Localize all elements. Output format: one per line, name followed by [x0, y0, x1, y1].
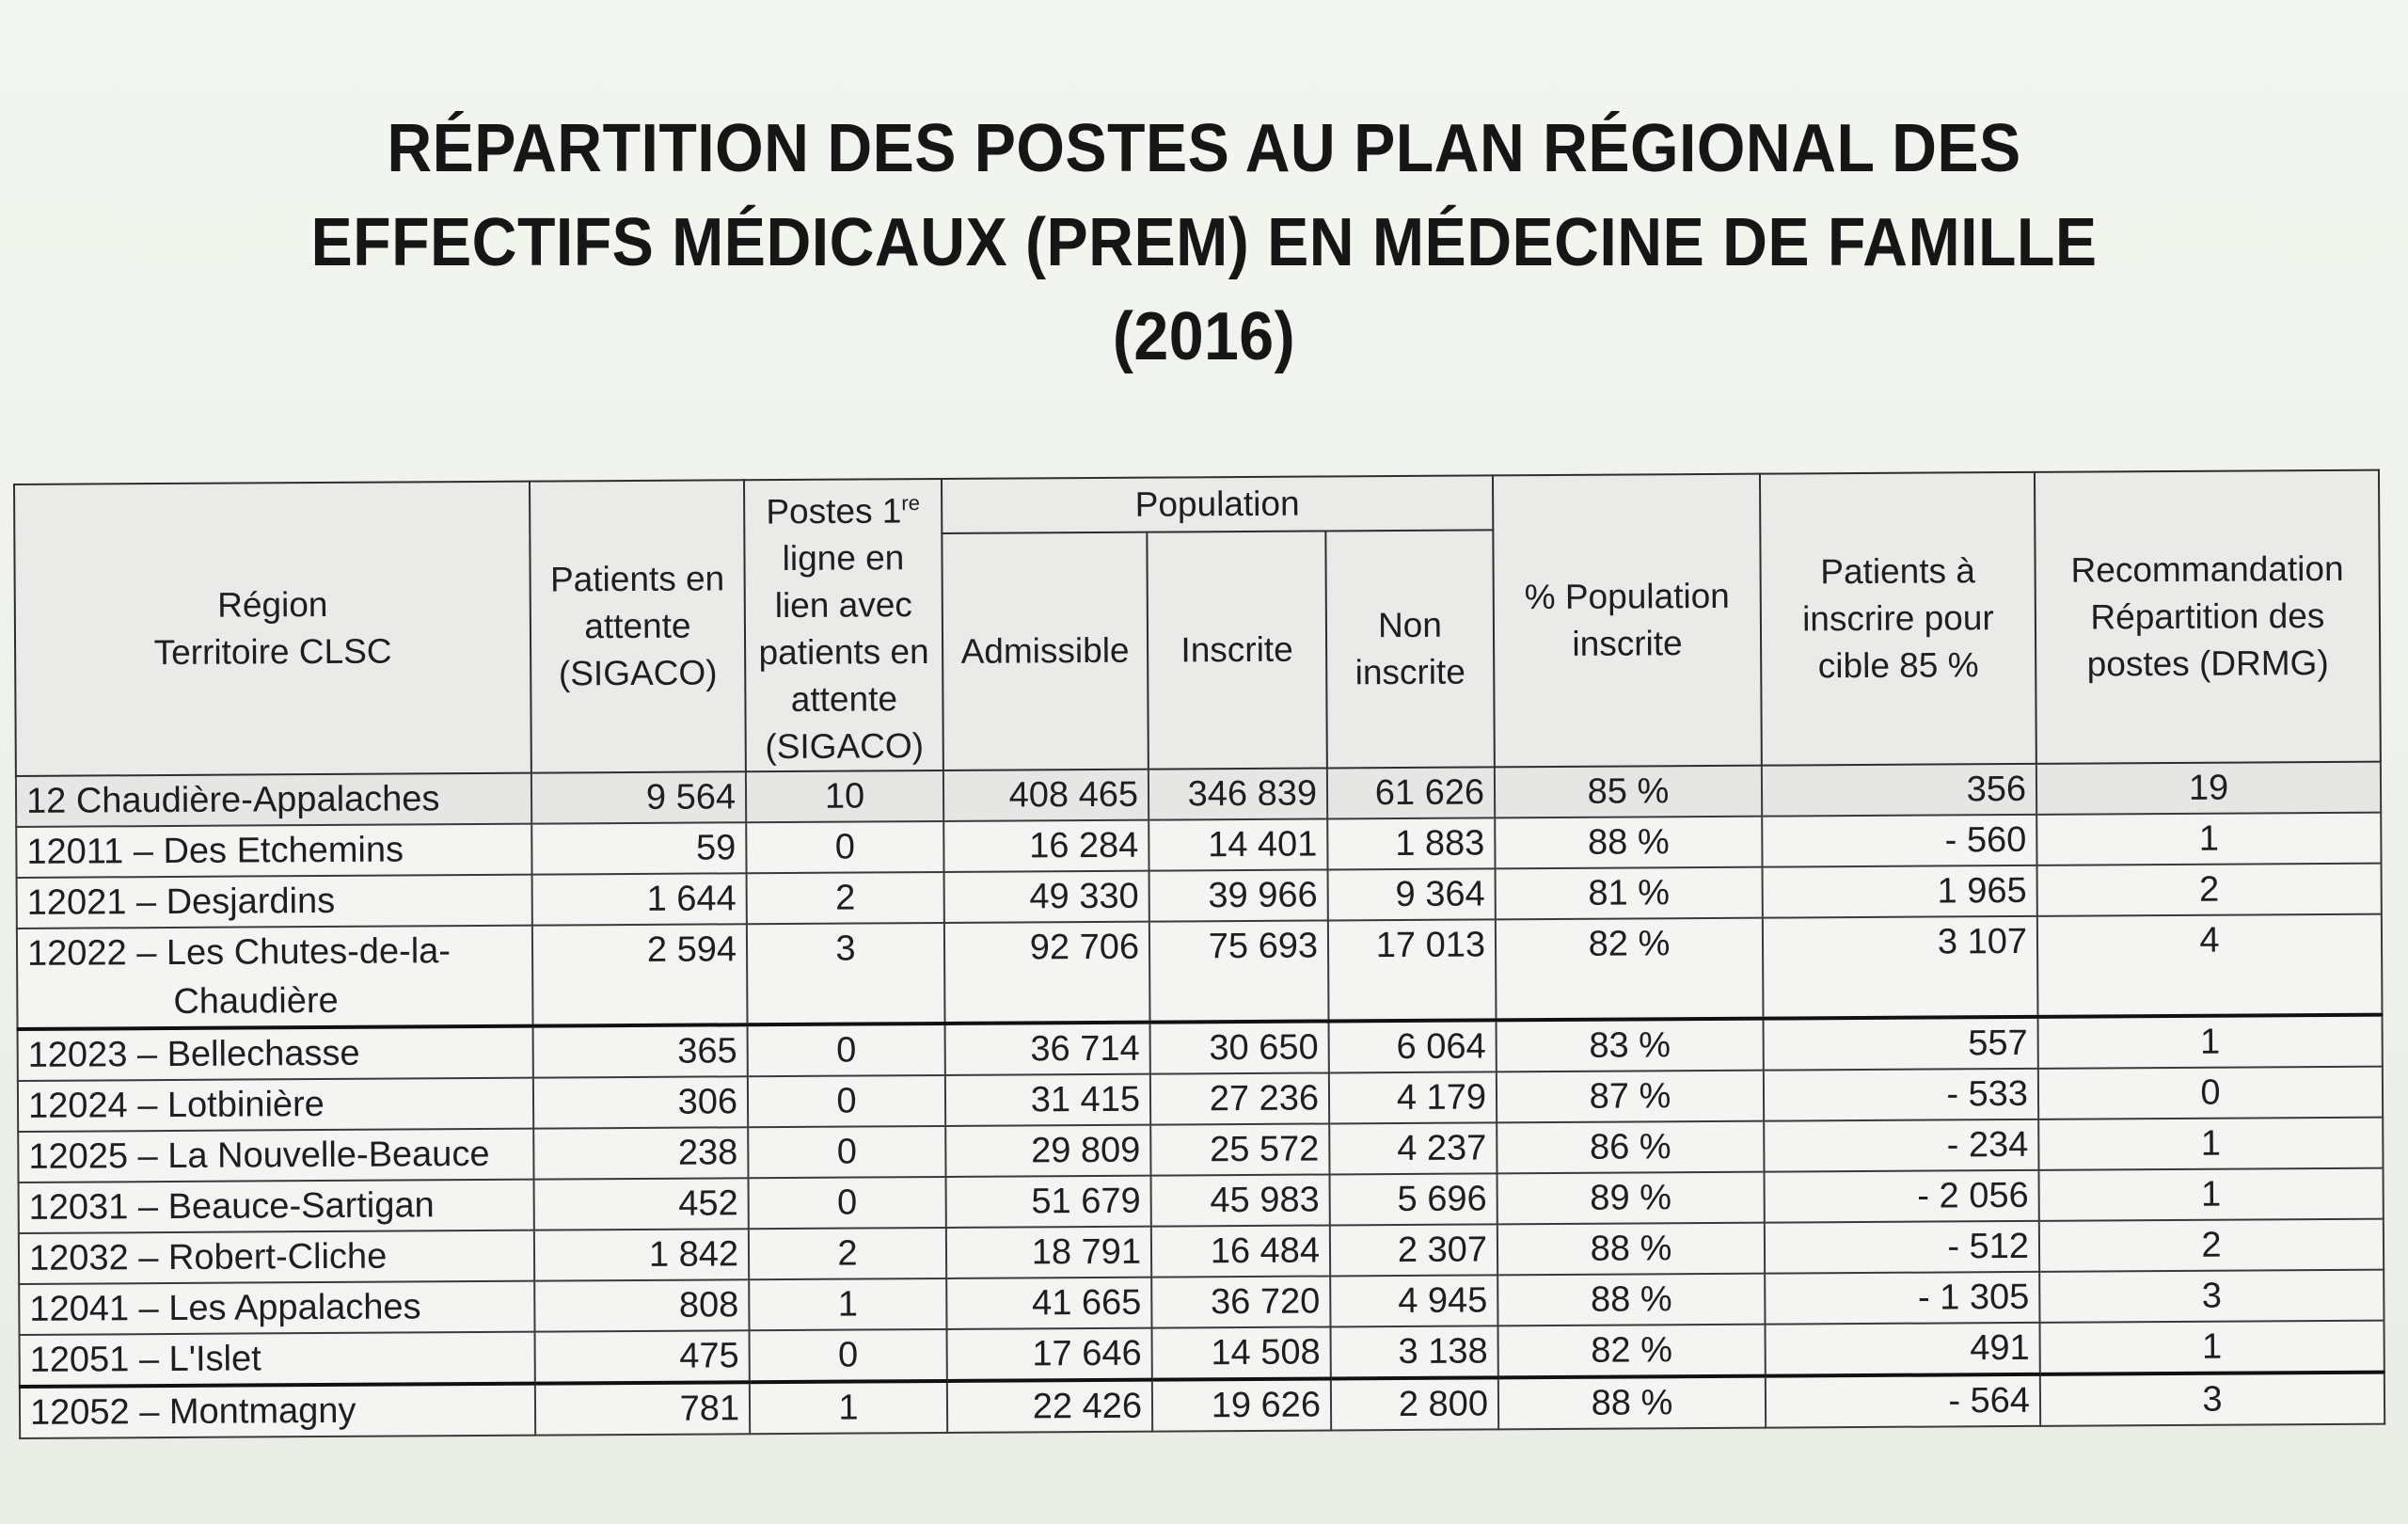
- cell-recommandation: 3: [2040, 1373, 2384, 1426]
- cell-recommandation: 1: [2038, 1118, 2383, 1170]
- cell-a-inscrire: 356: [1762, 764, 2036, 817]
- cell-pct: 89 %: [1497, 1172, 1765, 1225]
- cell-inscrite: 30 650: [1150, 1022, 1329, 1074]
- cell-region: 12011 – Des Etchemins: [16, 824, 531, 878]
- cell-attente: 238: [533, 1128, 748, 1180]
- cell-a-inscrire: 3 107: [1763, 916, 2038, 1019]
- cell-attente: 59: [531, 823, 746, 875]
- cell-attente: 452: [534, 1179, 749, 1230]
- cell-pct: 85 %: [1495, 766, 1762, 818]
- cell-admissible: 16 284: [943, 820, 1149, 872]
- cell-recommandation: 0: [2038, 1067, 2383, 1119]
- cell-region: 12023 – Bellechasse: [18, 1026, 533, 1081]
- cell-admissible: 22 426: [947, 1380, 1152, 1433]
- cell-region-line-2: Chaudière: [173, 981, 339, 1023]
- cell-recommandation: 1: [2038, 1015, 2383, 1069]
- cell-pct: 81 %: [1496, 867, 1763, 920]
- cell-pct: 86 %: [1497, 1121, 1764, 1174]
- cell-attente: 781: [535, 1383, 750, 1436]
- cell-admissible: 29 809: [945, 1125, 1150, 1177]
- cell-inscrite: 25 572: [1150, 1124, 1329, 1176]
- cell-admissible: 49 330: [944, 871, 1149, 923]
- cell-admissible: 51 679: [946, 1176, 1151, 1228]
- cell-non-inscrite: 3 138: [1331, 1326, 1498, 1379]
- cell-a-inscrire: - 560: [1762, 815, 2036, 867]
- cell-pct: 88 %: [1497, 1274, 1765, 1326]
- cell-inscrite: 75 693: [1149, 921, 1329, 1023]
- cell-a-inscrire: - 1 305: [1765, 1272, 2039, 1325]
- cell-pct: 88 %: [1495, 817, 1762, 869]
- cell-recommandation: 2: [2039, 1219, 2384, 1272]
- cell-a-inscrire: 557: [1764, 1017, 2038, 1071]
- cell-pct: 82 %: [1498, 1325, 1766, 1378]
- cell-a-inscrire: 1 965: [1763, 865, 2037, 918]
- cell-inscrite: 14 508: [1152, 1327, 1331, 1380]
- cell-region: 12031 – Beauce-Sartigan: [19, 1180, 534, 1233]
- cell-region: 12041 – Les Appalaches: [19, 1281, 534, 1335]
- cell-postes: 2: [749, 1228, 946, 1279]
- col-header-postes: Postes 1re ligne en lien avec patients en attente (SIGACO): [744, 479, 943, 772]
- col-header-region-l2: Territoire CLSC: [153, 631, 392, 673]
- cell-a-inscrire: - 512: [1765, 1221, 2039, 1274]
- cell-admissible: 31 415: [945, 1074, 1150, 1126]
- cell-admissible: 92 706: [944, 922, 1150, 1024]
- prem-table-container: [13, 484, 2378, 1439]
- cell-attente: 9 564: [531, 772, 746, 824]
- cell-a-inscrire: 491: [1765, 1323, 2039, 1376]
- cell-attente: 475: [535, 1331, 750, 1384]
- cell-inscrite: 16 484: [1151, 1226, 1330, 1278]
- cell-recommandation: 1: [2039, 1321, 2384, 1374]
- cell-inscrite: 45 983: [1151, 1175, 1330, 1227]
- cell-attente: 1 842: [534, 1230, 749, 1281]
- cell-attente: 808: [534, 1280, 749, 1332]
- col-header-patients-attente: Patients en attente (SIGACO): [530, 480, 746, 773]
- cell-non-inscrite: 4 945: [1330, 1276, 1497, 1327]
- slide-title-line-1: RÉPARTITION DES POSTES AU PLAN RÉGIONAL DES: [387, 111, 2021, 186]
- cell-non-inscrite: 1 883: [1327, 818, 1495, 870]
- cell-admissible: 41 665: [946, 1278, 1151, 1329]
- cell-a-inscrire: - 234: [1764, 1119, 2038, 1172]
- cell-recommandation: 1: [2036, 813, 2381, 865]
- cell-postes: 0: [748, 1024, 945, 1076]
- cell-recommandation: 3: [2039, 1270, 2384, 1323]
- cell-postes: 2: [747, 872, 944, 924]
- col-header-region-l1: Région: [217, 585, 328, 625]
- slide-title-line-3: (2016): [1112, 299, 1296, 374]
- cell-non-inscrite: 2 800: [1331, 1378, 1498, 1431]
- table-body: [16, 762, 2384, 1438]
- cell-attente: 306: [533, 1077, 748, 1129]
- cell-inscrite: 346 839: [1149, 769, 1327, 820]
- cell-region: 12024 – Lotbinière: [18, 1078, 533, 1132]
- col-header-pct-inscrite: % Population inscrite: [1493, 474, 1762, 768]
- table-row: [17, 914, 2383, 1029]
- cell-postes: 1: [750, 1381, 947, 1434]
- cell-postes: 1: [749, 1278, 946, 1330]
- cell-non-inscrite: 5 696: [1330, 1174, 1497, 1226]
- cell-non-inscrite: 6 064: [1329, 1021, 1497, 1073]
- cell-a-inscrire: - 564: [1766, 1374, 2040, 1428]
- cell-region-line-1: 12022 – Les Chutes-de-la-: [26, 931, 452, 975]
- cell-region: 12051 – L'Islet: [20, 1332, 535, 1387]
- cell-admissible: 18 791: [946, 1227, 1151, 1278]
- cell-a-inscrire: - 2 056: [1765, 1170, 2039, 1223]
- col-header-a-inscrire: Patients à inscrire pour cible 85 %: [1760, 472, 2036, 766]
- cell-postes: 0: [746, 821, 943, 873]
- cell-attente: 1 644: [532, 874, 747, 926]
- cell-recommandation: 2: [2037, 864, 2382, 916]
- header-row-top: [14, 470, 2379, 539]
- cell-inscrite: 39 966: [1149, 870, 1328, 922]
- cell-pct: 88 %: [1498, 1376, 1766, 1430]
- cell-admissible: 36 714: [945, 1023, 1150, 1075]
- cell-postes: 0: [748, 1126, 945, 1178]
- cell-region: [17, 926, 533, 1029]
- col-header-recommandation: Recommandation Répartition des postes (DRMG): [2035, 470, 2381, 765]
- cell-attente: 365: [533, 1025, 748, 1078]
- cell-region: 12025 – La Nouvelle-Beauce: [18, 1129, 533, 1183]
- cell-recommandation: 4: [2037, 914, 2383, 1017]
- cell-non-inscrite: 4 179: [1329, 1072, 1497, 1124]
- col-header-region: [14, 482, 531, 777]
- cell-postes: 3: [747, 923, 945, 1024]
- cell-recommandation: 1: [2039, 1168, 2384, 1221]
- col-header-non-inscrite: Non inscrite: [1325, 530, 1495, 768]
- cell-a-inscrire: - 533: [1764, 1069, 2038, 1121]
- cell-postes: 10: [746, 770, 943, 822]
- prem-table: [13, 469, 2385, 1440]
- cell-pct: 82 %: [1496, 918, 1764, 1021]
- cell-recommandation: 19: [2036, 762, 2381, 815]
- cell-non-inscrite: 17 013: [1328, 920, 1497, 1022]
- cell-region: 12 Chaudière-Appalaches: [16, 773, 531, 827]
- col-header-population: Population: [942, 475, 1493, 533]
- cell-non-inscrite: 4 237: [1329, 1123, 1497, 1175]
- cell-admissible: 408 465: [943, 770, 1149, 821]
- slide-title-line-2: EFFECTIFS MÉDICAUX (PREM) EN MÉDECINE DE FAMILLE: [310, 205, 2098, 280]
- cell-region: 12052 – Montmagny: [20, 1384, 535, 1438]
- cell-inscrite: 36 720: [1151, 1277, 1330, 1328]
- cell-non-inscrite: 2 307: [1330, 1225, 1497, 1277]
- cell-region: 12021 – Desjardins: [17, 875, 532, 929]
- cell-inscrite: 14 401: [1149, 819, 1327, 871]
- cell-pct: 83 %: [1497, 1019, 1764, 1072]
- cell-postes: 0: [750, 1329, 947, 1382]
- cell-postes: 0: [749, 1177, 946, 1229]
- cell-postes: 0: [748, 1075, 945, 1127]
- cell-attente: 2 594: [532, 925, 748, 1026]
- cell-inscrite: 27 236: [1150, 1073, 1329, 1125]
- cell-region: 12032 – Robert-Cliche: [19, 1230, 534, 1284]
- cell-pct: 87 %: [1497, 1071, 1764, 1123]
- cell-pct: 88 %: [1497, 1223, 1765, 1276]
- cell-non-inscrite: 9 364: [1328, 869, 1496, 921]
- cell-inscrite: 19 626: [1152, 1379, 1331, 1432]
- col-header-inscrite: Inscrite: [1147, 532, 1327, 770]
- slide-title: [96, 102, 2311, 384]
- cell-admissible: 17 646: [947, 1328, 1152, 1381]
- col-header-admissible: Admissible: [942, 532, 1149, 771]
- cell-non-inscrite: 61 626: [1327, 768, 1495, 819]
